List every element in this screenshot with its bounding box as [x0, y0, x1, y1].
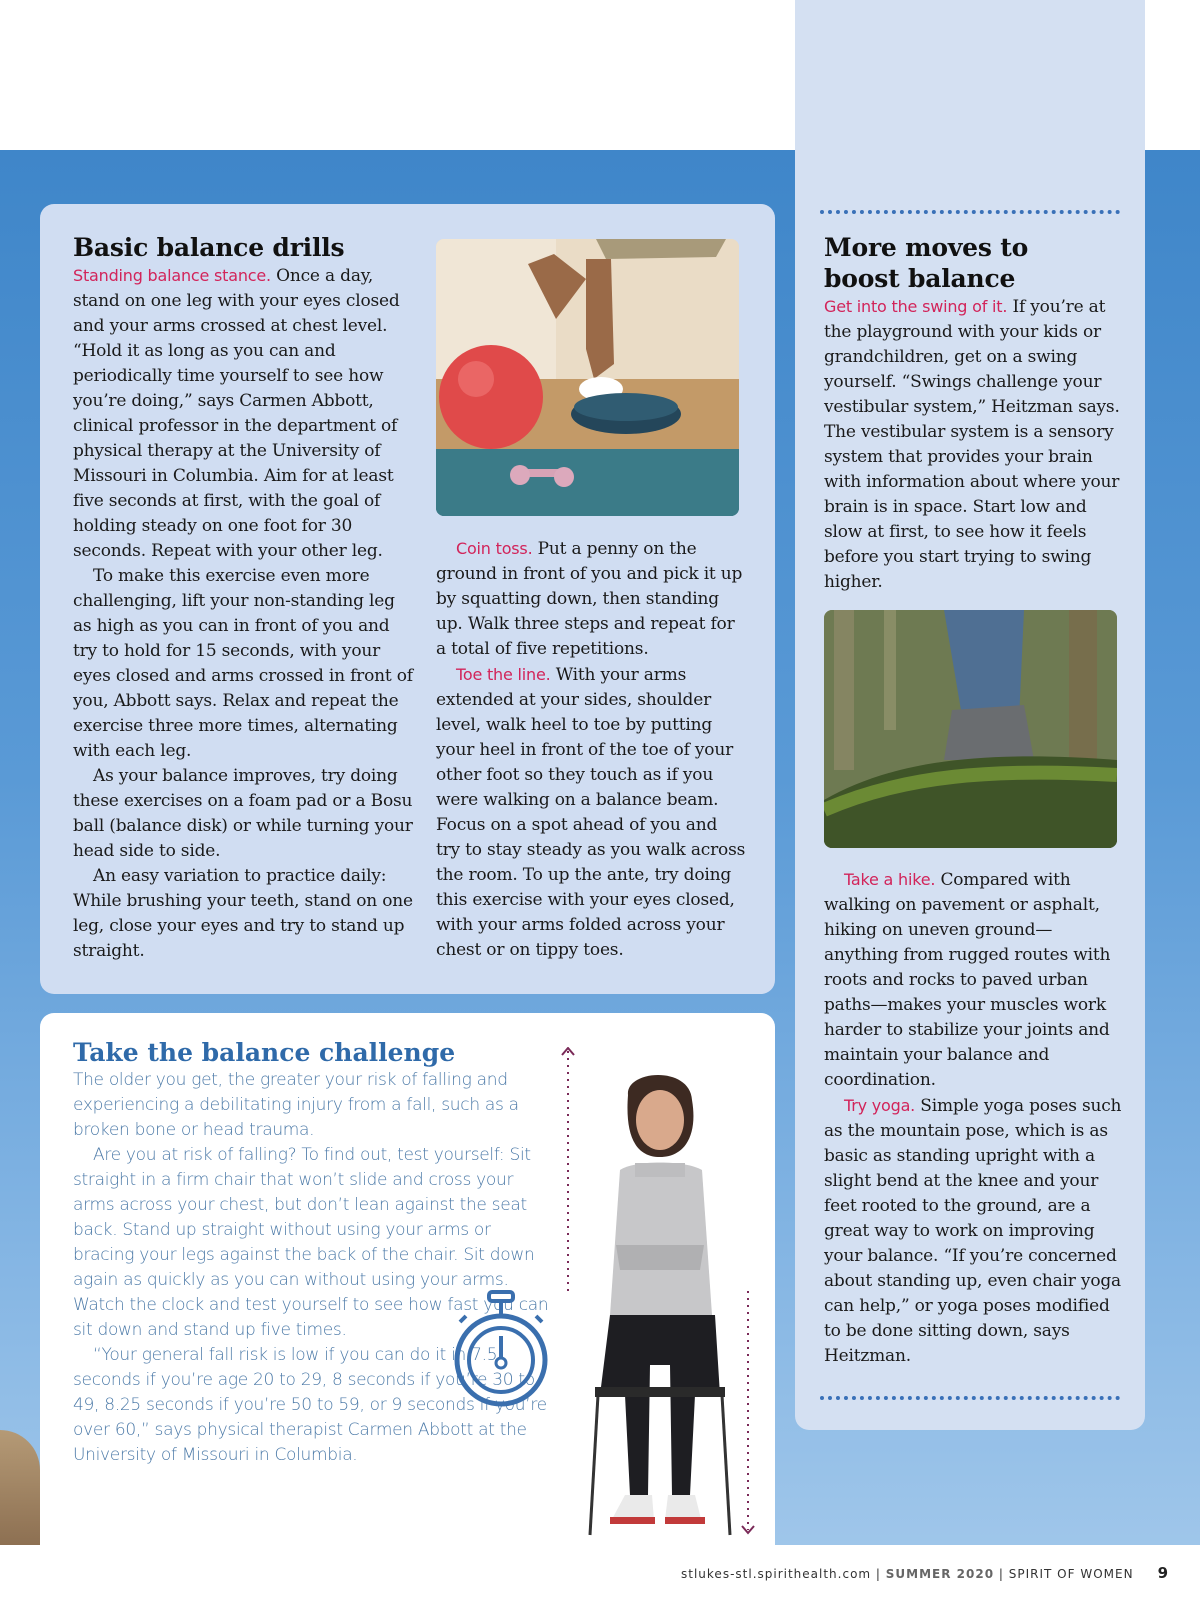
height-arrow-icon [561, 1047, 575, 1295]
drills-paragraph-toe [436, 662, 746, 963]
drills-text-coin: Put a penny on the ground in front of you and pick it up by squatting down, then standing up. Walk three steps and repeat for a total of five repetitions. [436, 539, 743, 659]
page-footer [0, 1564, 1168, 1582]
drills-paragraph-2: To make this exercise even more challenging, lift your non-standing leg as high as you can in front of you and try to hold for 15 seconds, with your eyes closed and arms crossed in front of you, Abbott says. Relax and repeat the exercise three more times, alternating with each leg. [73, 566, 413, 761]
drills-paragraph-4: An easy variation to practice daily: While brushing your teeth, stand on one leg, close your eyes and try to stand up straight. [73, 866, 413, 961]
footer-magazine: SPIRIT OF WOMEN [1008, 1567, 1134, 1581]
moves-column [824, 232, 1124, 595]
moves-column-lower [824, 867, 1124, 1369]
drills-paragraph-1 [73, 263, 413, 564]
drills-paragraph-coin [436, 536, 746, 662]
stopwatch-icon [452, 1288, 562, 1413]
moves-paragraph-yoga [824, 1093, 1124, 1369]
moves-text-hike: Compared with walking on pavement or asphalt, hiking on uneven ground—anything from rugged routes with roots and rocks to paved urban paths—makes your muscles work harder to stabilize your joints and maintain your balance and coordination. [824, 870, 1111, 1090]
drills-text-standing: Once a day, stand on one leg with your eyes closed and your arms crossed at chest level. “Hold it as long as you can and periodically time yourself to see how you’re doing,” says Carmen Abbott, clinical professor in the department of physical therapy at the University of Missouri in Columbia. Aim for at least five seconds at first, with the goal of holding steady on one foot for 30 seconds. Repeat with your other leg. [73, 266, 400, 561]
drills-column-middle [436, 536, 746, 963]
hiking-log-photo [824, 610, 1117, 848]
drills-paragraph-3: As your balance improves, try doing these exercises on a foam pad or a Bosu ball (balance disk) or while turning your head side to side. [73, 766, 413, 861]
moves-paragraph-swing [824, 294, 1124, 595]
moves-text-swing: If you’re at the playground with your kids or grandchildren, get on a swing yourself. “Swings challenge your vestibular system,” Heitzman says. The vestibular system is a sensory system that provides your brain with information about where your brain is in space. Start low and slow at first, to see how it feels before you start trying to swing higher. [824, 297, 1120, 592]
moves-text-yoga: Simple yoga poses such as the mountain pose, which is as basic as standing upright with a slight bend at the knee and your feet rooted to the ground, are a great way to work on improving your balance. “If you’re concerned about standing up, even chair yoga can help,” or yoga poses modified to be done sitting down, says Heitzman. [824, 1096, 1122, 1366]
page-number: 9 [1157, 1564, 1168, 1582]
drills-title: Basic balance drills [73, 233, 345, 262]
seat-arrow-icon [741, 1290, 755, 1535]
top-divider [820, 210, 1120, 214]
challenge-title: Take the balance challenge [73, 1038, 456, 1067]
drills-text-toe: With your arms extended at your sides, shoulder level, walk heel to toe by putting your heel in front of the toe of your other foot so they touch as if you were walking on a balance beam. Focus on a spot ahead of you and try to stay steady as you walk across the room. To up the ante, try doing this exercise with your eyes closed, with your arms folded across your chest or on tippy toes. [436, 665, 746, 960]
challenge-paragraph-2: Are you at risk of falling? To find out, test yourself: Sit straight in a firm chair that won’t slide and cross your arms across your chest, but don’t lean against the seat back. Stand up straight without using your arms or bracing your legs against the back of the chair. Sit down again as quickly as you can without using your arms. Watch the clock and test yourself to see how fast you can sit down and stand up five times. [73, 1145, 549, 1340]
moves-lead-yoga: Try yoga. [844, 1096, 916, 1115]
moves-lead-hike: Take a hike. [844, 870, 936, 889]
challenge-paragraph-1: The older you get, the greater your risk of falling and experiencing a debilitating injury from a fall, such as a broken bone or head trauma. [73, 1070, 519, 1140]
footer-season: SUMMER 2020 [885, 1567, 995, 1581]
balance-pad-photo [436, 239, 739, 516]
drills-lead-standing: Standing balance stance. [73, 266, 271, 285]
drills-lead-toe: Toe the line. [456, 665, 551, 684]
challenge-paragraph-3: “Your general fall risk is low if you can do it in 7.5 seconds if you’re age 20 to 29, 8 seconds if you’re 30 to 49, 8.25 seconds if you’re 50 to 59, or 9 seconds if you’re over 60,” says physical therapist Carmen Abbott at the University of Missouri in Columbia. [73, 1345, 547, 1465]
bottom-divider [820, 1396, 1120, 1400]
drills-column-left [73, 232, 413, 964]
footer-separator: | [994, 1567, 1009, 1581]
footer-site: stlukes-stl.spirithealth.com [681, 1567, 872, 1581]
footer-separator: | [871, 1567, 886, 1581]
moves-lead-swing: Get into the swing of it. [824, 297, 1008, 316]
moves-paragraph-hike [824, 867, 1124, 1093]
drills-lead-coin: Coin toss. [456, 539, 533, 558]
moves-title: More moves to boost balance [824, 233, 1029, 293]
woman-chair-photo [580, 1065, 740, 1545]
